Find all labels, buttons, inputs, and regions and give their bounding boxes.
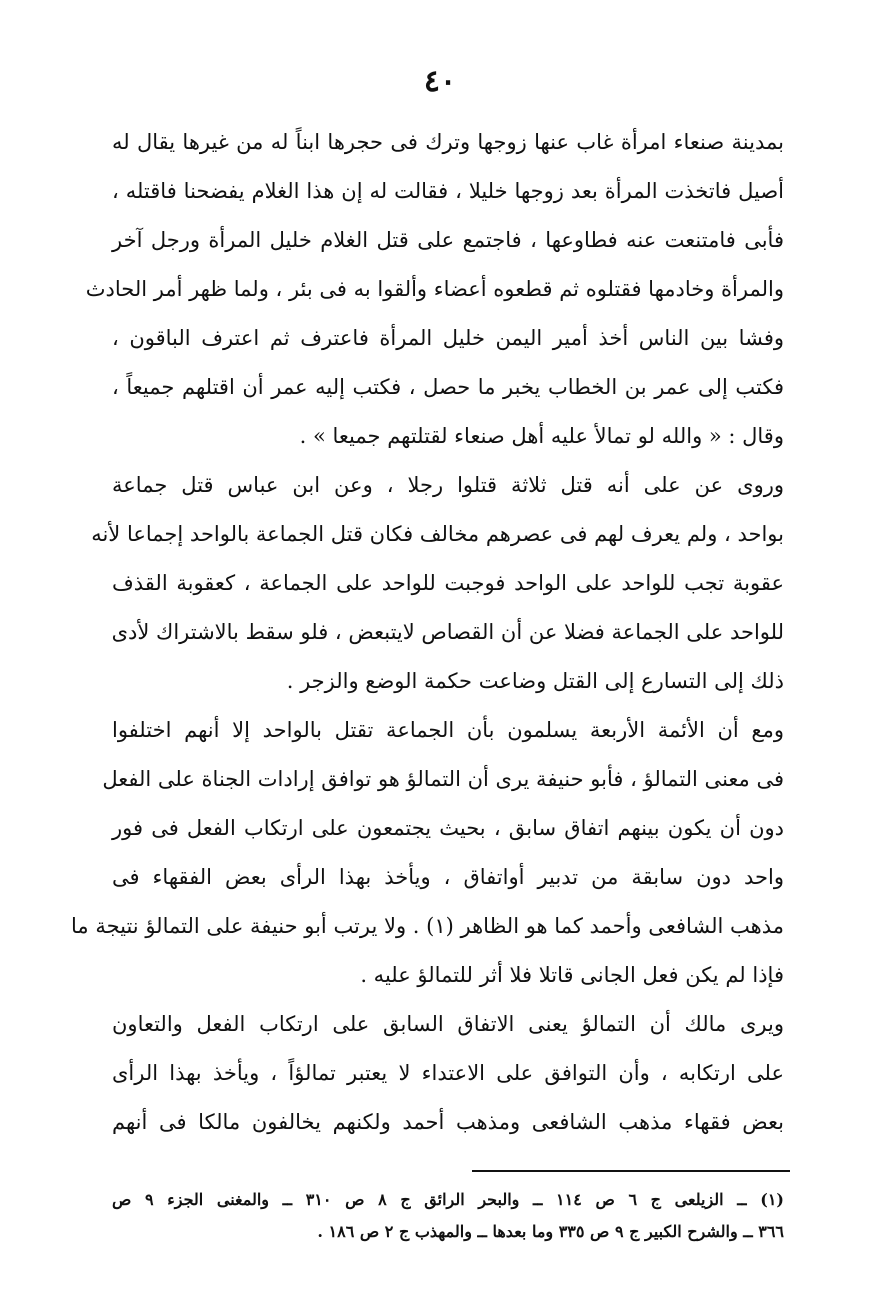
- text-line: وفشا بين الناس أخذ أمير اليمن خليل المرأة فاعترف ثم اعترف الباقون ،: [112, 326, 784, 350]
- body-text: [71, 118, 784, 1147]
- text-line: فإذا لم يكن فعل الجانى قاتلا فلا أثر للتمالؤ عليه .: [360, 963, 784, 987]
- text-line: والمرأة وخادمها فقتلوه ثم قطعوه أعضاء وألقوا به فى بئر ، ولما ظهر أمر الحادث: [85, 277, 784, 301]
- text-line: وروى عن على أنه قتل ثلاثة قتلوا رجلا ، وعن ابن عباس قتل جماعة: [112, 473, 784, 497]
- text-line: أصيل فاتخذت المرأة بعد زوجها خليلا ، فقالت له إن هذا الغلام يفضحنا فاقتله ،: [112, 179, 784, 203]
- text-line: وقال : « والله لو تمالأ عليه أهل صنعاء لقتلتهم جميعا » .: [299, 424, 784, 448]
- text-line: عقوبة تجب للواحد على الواحد فوجبت للواحد على الجماعة ، كعقوبة القذف: [112, 571, 784, 595]
- footnotes: [112, 1184, 784, 1248]
- text-line: على ارتكابه ، وأن التوافق على الاعتداء لا يعتبر تمالؤاً ، ويأخذ بهذا الرأى: [112, 1061, 784, 1085]
- footnote-line: ٣٦٦ ــ والشرح الكبير ج ٩ ص ٣٣٥ وما بعدها ــ والمهذب ج ٢ ص ١٨٦ .: [317, 1222, 784, 1241]
- text-line: فى معنى التمالؤ ، فأبو حنيفة يرى أن التمالؤ هو توافق إرادات الجناة على الفعل: [102, 767, 784, 791]
- paragraph: [71, 706, 784, 1000]
- text-line: فأبى فامتنعت عنه فطاوعها ، فاجتمع على قتل الغلام خليل المرأة ورجل آخر: [112, 228, 784, 252]
- text-line: واحد دون سابقة من تدبير أواتفاق ، ويأخذ بهذا الرأى بعض الفقهاء فى: [112, 865, 784, 889]
- page-number: ٤٠: [423, 64, 457, 99]
- footnote-line: (١) ــ الزيلعى ج ٦ ص ١١٤ ــ والبحر الرائق ج ٨ ص ٣١٠ ــ والمغنى الجزء ٩ ص: [112, 1190, 784, 1209]
- text-line: ومع أن الأئمة الأربعة يسلمون بأن الجماعة تقتل بالواحد إلا أنهم اختلفوا: [112, 718, 784, 742]
- paragraph: [91, 461, 784, 706]
- text-line: مذهب الشافعى وأحمد كما هو الظاهر (١) . ولا يرتب أبو حنيفة على التمالؤ نتيجة ما: [71, 914, 784, 938]
- paragraph: [85, 118, 784, 461]
- text-line: ذلك إلى التسارع إلى القتل وضاعت حكمة الوضع والزجر .: [286, 669, 784, 693]
- text-line: بواحد ، ولم يعرف لهم فى عصرهم مخالف فكان قتل الجماعة بالواحد إجماعا لأنه: [91, 522, 784, 546]
- footnote-divider: [472, 1170, 790, 1172]
- text-line: دون أن يكون بينهم اتفاق سابق ، بحيث يجتمعون على ارتكاب الفعل فى فور: [112, 816, 784, 840]
- text-line: بمدينة صنعاء امرأة غاب عنها زوجها وترك فى حجرها ابناً له من غيرها يقال له: [112, 130, 784, 154]
- paragraph: [112, 1000, 784, 1147]
- text-line: فكتب إلى عمر بن الخطاب يخبر ما حصل ، فكتب إليه عمر أن اقتلهم جميعاً ،: [112, 375, 784, 399]
- text-line: ويرى مالك أن التمالؤ يعنى الاتفاق السابق على ارتكاب الفعل والتعاون: [112, 1012, 784, 1036]
- text-line: للواحد على الجماعة فضلا عن أن القصاص لايتبعض ، فلو سقط بالاشتراك لأدى: [111, 620, 784, 644]
- text-line: بعض فقهاء مذهب الشافعى ومذهب أحمد ولكنهم يخالفون مالكا فى أنهم: [112, 1110, 784, 1134]
